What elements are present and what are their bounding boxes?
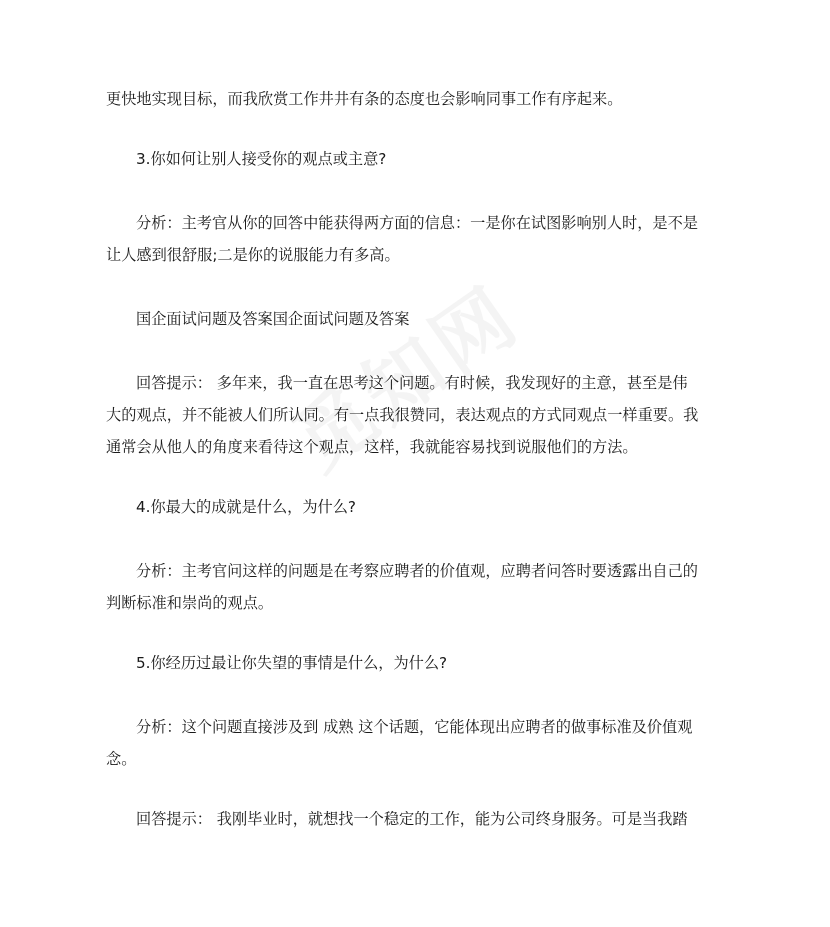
paragraph-line: 分析：主考官问这样的问题是在考察应聘者的价值观，应聘者问答时要透露出自己的 — [136, 562, 698, 580]
paragraph-line: 念。 — [106, 750, 137, 768]
paragraph-line: 大的观点，并不能被人们所认同。有一点我很赞同，表达观点的方式同观点一样重要。我 — [106, 406, 699, 424]
question-heading: 4.你最大的成就是什么，为什么? — [136, 498, 356, 516]
paragraph-line: 分析：这个问题直接涉及到 成熟 这个话题，它能体现出应聘者的做事标准及价值观 — [136, 718, 693, 736]
section-heading: 国企面试问题及答案国企面试问题及答案 — [136, 310, 410, 328]
paragraph-line: 回答提示： 我刚毕业时，就想找一个稳定的工作，能为公司终身服务。可是当我踏 — [136, 810, 688, 828]
question-heading: 3.你如何让别人接受你的观点或主意? — [136, 150, 387, 168]
paragraph-line: 让人感到很舒服;二是你的说服能力有多高。 — [106, 246, 400, 264]
paragraph-line: 分析：主考官从你的回答中能获得两方面的信息：一是你在试图影响别人时，是不是 — [136, 214, 698, 232]
question-heading: 5.你经历过最让你失望的事情是什么，为什么? — [136, 654, 448, 672]
paragraph-line: 判断标准和崇尚的观点。 — [106, 594, 274, 612]
paragraph-line: 更快地实现目标，而我欣赏工作井井有条的态度也会影响同事工作有序起来。 — [106, 90, 623, 108]
paragraph-line: 回答提示： 多年来，我一直在思考这个问题。有时候，我发现好的主意，甚至是伟 — [136, 374, 688, 392]
paragraph-line: 通常会从他人的角度来看待这个观点，这样，我就能容易找到说服他们的方法。 — [106, 438, 638, 456]
